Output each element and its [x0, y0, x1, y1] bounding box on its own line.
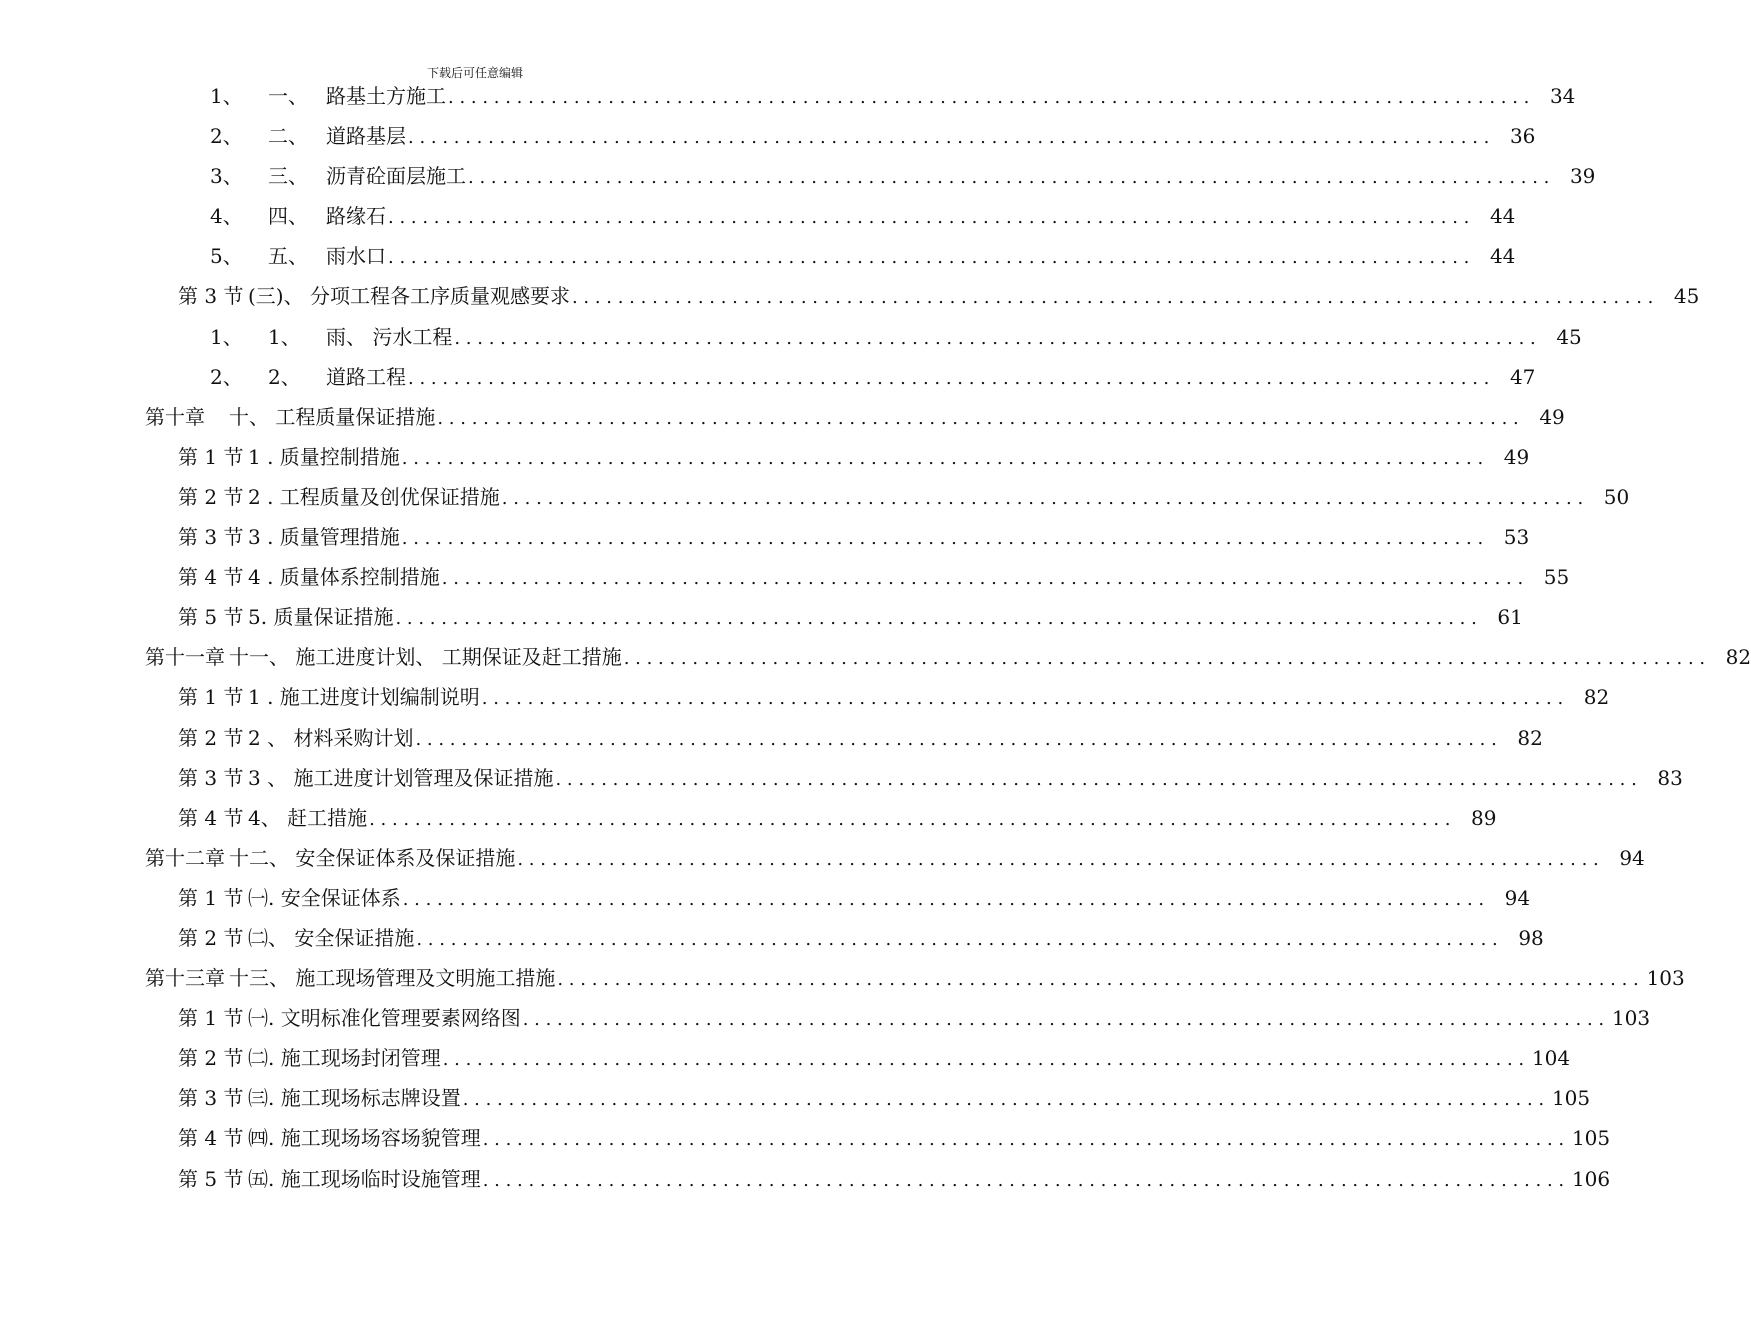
page-header: 下载后可任意编辑	[426, 66, 523, 80]
toc-entry-page-number: 94	[1504, 885, 1531, 910]
toc-entry-title: ㈣. 施工现场场容场貌管理	[248, 1126, 481, 1151]
table-of-contents	[0, 76, 1751, 1199]
toc-entry[interactable]	[0, 517, 1530, 557]
toc-dot-leader	[416, 920, 1497, 960]
toc-entry-line	[178, 276, 1699, 318]
toc-entry-line	[210, 156, 1595, 198]
toc-entry-page-number: 45	[1673, 284, 1700, 309]
toc-dot-leader	[448, 78, 1529, 118]
toc-entry-line	[210, 317, 1582, 359]
toc-dot-leader	[523, 1000, 1604, 1040]
toc-entry-page-number: 104	[1531, 1046, 1571, 1071]
toc-entry[interactable]	[0, 637, 1751, 677]
toc-entry-number: 第十章	[145, 404, 205, 429]
toc-entry-line	[145, 397, 1565, 439]
toc-entry[interactable]	[0, 557, 1570, 597]
toc-dot-leader	[443, 1040, 1524, 1080]
toc-entry-number: 第十三章	[145, 966, 225, 991]
toc-entry-number: 3、	[210, 164, 243, 189]
toc-entry-page-number: 49	[1539, 404, 1565, 429]
toc-entry-title: (三)、 分项工程各工序质量观感要求	[248, 284, 570, 309]
toc-entry-number: 第 4 节	[178, 565, 244, 590]
toc-entry-line	[210, 236, 1515, 278]
toc-entry-number: 第 3 节	[178, 765, 244, 790]
toc-dot-leader	[403, 880, 1484, 920]
toc-entry-title: 3 . 质量管理措施	[248, 525, 400, 550]
toc-dot-leader	[388, 198, 1469, 238]
toc-entry[interactable]	[0, 758, 1683, 798]
toc-entry[interactable]	[0, 397, 1565, 437]
toc-entry-line	[178, 758, 1683, 800]
toc-entry-number: 4、	[210, 204, 243, 229]
toc-dot-leader	[442, 559, 1523, 599]
toc-entry-page-number: 82	[1583, 685, 1610, 710]
toc-entry-page-number: 61	[1497, 605, 1523, 630]
toc-entry[interactable]	[0, 236, 1516, 276]
toc-dot-leader	[624, 639, 1705, 679]
toc-entry-line	[178, 437, 1529, 479]
toc-entry-page-number: 106	[1571, 1166, 1611, 1191]
toc-entry-page-number: 53	[1503, 525, 1530, 550]
toc-entry-line	[178, 918, 1544, 960]
toc-entry-title: ㈠. 文明标准化管理要素网络图	[248, 1006, 521, 1031]
toc-entry-number: 第 3 节	[178, 525, 244, 550]
toc-entry-title: 1 . 质量控制措施	[248, 444, 400, 469]
toc-entry[interactable]	[0, 1038, 1571, 1078]
toc-entry-number: 2、	[210, 364, 243, 389]
toc-dot-leader	[468, 158, 1549, 198]
toc-entry[interactable]	[0, 958, 1685, 998]
toc-entry-page-number: 44	[1489, 204, 1516, 229]
toc-entry-title: 十、 工程质量保证措施	[229, 404, 436, 429]
toc-entry-line	[210, 76, 1575, 118]
toc-dot-leader	[557, 960, 1638, 1000]
toc-entry-page-number: 44	[1489, 244, 1516, 269]
toc-entry-subnumber: 一、	[268, 84, 308, 108]
toc-entry-line	[178, 1118, 1610, 1160]
toc-entry-title: ㈤. 施工现场临时设施管理	[248, 1166, 481, 1191]
toc-entry-subnumber: 三、	[268, 164, 308, 189]
toc-entry-page-number: 105	[1551, 1086, 1591, 1111]
toc-entry-title: 雨、 污水工程	[326, 324, 453, 349]
toc-entry-title: 雨水口	[326, 244, 386, 269]
toc-entry-number: 第 3 节	[178, 284, 244, 309]
toc-entry-title: ㈡. 施工现场封闭管理	[248, 1046, 441, 1071]
toc-entry-number: 第 4 节	[178, 805, 244, 830]
toc-entry-title: 十三、 施工现场管理及文明施工措施	[229, 966, 556, 991]
toc-dot-leader	[454, 319, 1535, 359]
toc-dot-leader	[482, 679, 1563, 719]
toc-entry-subnumber: 四、	[268, 204, 308, 229]
toc-entry-number: 第十二章	[145, 845, 225, 870]
toc-dot-leader	[517, 840, 1598, 880]
toc-entry-title: 十一、 施工进度计划、 工期保证及赶工措施	[229, 645, 622, 670]
toc-entry[interactable]	[0, 116, 1536, 156]
toc-entry-line	[210, 116, 1535, 158]
toc-entry[interactable]	[0, 878, 1531, 918]
toc-entry-number: 第 2 节	[178, 725, 244, 750]
toc-entry-page-number: 83	[1657, 765, 1683, 790]
toc-entry-line	[178, 998, 1650, 1040]
toc-dot-leader	[437, 399, 1518, 439]
toc-entry-title: 3 、 施工进度计划管理及保证措施	[248, 765, 554, 790]
toc-entry-line	[178, 718, 1543, 760]
toc-entry[interactable]	[0, 798, 1497, 838]
toc-entry-subnumber: 二、	[268, 124, 308, 149]
toc-entry[interactable]	[0, 1159, 1611, 1199]
toc-entry-title: 道路基层	[326, 124, 406, 149]
toc-dot-leader	[483, 1161, 1564, 1201]
toc-entry-number: 第 5 节	[178, 1166, 244, 1191]
toc-entry[interactable]	[0, 918, 1544, 958]
toc-entry-subnumber: 五、	[268, 244, 308, 269]
toc-entry-line	[178, 677, 1609, 719]
toc-entry-title: ㈠. 安全保证体系	[248, 885, 401, 910]
toc-dot-leader	[572, 278, 1653, 318]
toc-dot-leader	[395, 599, 1476, 639]
toc-entry-line	[178, 1078, 1590, 1120]
toc-entry-page-number: 36	[1509, 124, 1536, 149]
toc-entry-number: 第 2 节	[178, 925, 244, 950]
toc-entry-title: 十二、 安全保证体系及保证措施	[229, 845, 516, 870]
toc-entry-page-number: 82	[1725, 645, 1751, 670]
toc-entry-page-number: 49	[1503, 444, 1530, 469]
toc-entry[interactable]	[0, 437, 1530, 477]
toc-entry-page-number: 82	[1517, 725, 1543, 750]
toc-entry-number: 5、	[210, 244, 243, 269]
toc-entry[interactable]	[0, 276, 1700, 316]
toc-entry-line	[178, 878, 1530, 920]
toc-entry-page-number: 34	[1549, 84, 1576, 108]
toc-dot-leader	[555, 760, 1636, 800]
toc-entry-line	[145, 838, 1645, 880]
toc-entry[interactable]	[0, 1118, 1611, 1158]
toc-entry[interactable]	[0, 156, 1596, 196]
toc-dot-leader	[483, 1120, 1564, 1160]
toc-entry-number: 第 2 节	[178, 1046, 244, 1071]
toc-dot-leader	[463, 1080, 1544, 1120]
toc-entry-title: 路基土方施工	[326, 84, 446, 108]
toc-entry-title: 2 、 材料采购计划	[248, 725, 414, 750]
toc-entry-title: 4 . 质量体系控制措施	[248, 565, 440, 590]
toc-dot-leader	[415, 720, 1496, 760]
toc-dot-leader	[408, 359, 1489, 399]
toc-entry-page-number: 47	[1509, 364, 1536, 389]
toc-entry-page-number: 103	[1646, 966, 1685, 991]
toc-dot-leader	[502, 479, 1583, 519]
toc-entry-title: 道路工程	[326, 364, 406, 389]
toc-entry[interactable]	[0, 838, 1645, 878]
toc-dot-leader	[369, 800, 1450, 840]
toc-entry-page-number: 103	[1611, 1006, 1651, 1031]
toc-entry-line	[178, 1159, 1610, 1201]
toc-entry-title: 1 . 施工进度计划编制说明	[248, 685, 480, 710]
toc-entry-number: 第十一章	[145, 645, 225, 670]
toc-entry-number: 第 1 节	[178, 685, 244, 710]
toc-entry-page-number: 94	[1619, 845, 1645, 870]
toc-entry-page-number: 105	[1571, 1126, 1611, 1151]
toc-entry-number: 第 2 节	[178, 484, 244, 509]
toc-entry-page-number: 50	[1603, 484, 1630, 509]
toc-entry[interactable]	[0, 597, 1523, 637]
toc-entry[interactable]	[0, 357, 1536, 397]
toc-entry-number: 第 4 节	[178, 1126, 244, 1151]
toc-entry-number: 2、	[210, 124, 243, 149]
toc-dot-leader	[402, 439, 1483, 479]
toc-entry-page-number: 98	[1518, 925, 1544, 950]
toc-entry-number: 第 5 节	[178, 605, 244, 630]
toc-entry-line	[178, 517, 1529, 559]
toc-entry-page-number: 55	[1543, 565, 1570, 590]
toc-entry-line	[178, 477, 1629, 519]
toc-entry-subnumber: 2、	[268, 364, 301, 389]
toc-entry-line	[178, 1038, 1570, 1080]
toc-entry[interactable]	[0, 1078, 1591, 1118]
toc-entry-title: 路缘石	[326, 204, 386, 229]
toc-entry[interactable]	[0, 317, 1582, 357]
toc-dot-leader	[388, 238, 1469, 278]
toc-entry-line	[210, 196, 1515, 238]
toc-entry-number: 第 3 节	[178, 1086, 244, 1111]
toc-dot-leader	[408, 118, 1489, 158]
toc-entry[interactable]	[0, 998, 1651, 1038]
toc-entry-title: 2 . 工程质量及创优保证措施	[248, 484, 500, 509]
toc-entry-number: 第 1 节	[178, 444, 244, 469]
toc-entry[interactable]	[0, 677, 1610, 717]
toc-entry-subnumber: 1、	[268, 324, 301, 349]
toc-dot-leader	[402, 519, 1483, 559]
toc-entry-page-number: 45	[1556, 324, 1582, 349]
toc-entry[interactable]	[0, 196, 1516, 236]
toc-entry-title: ㈢. 施工现场标志牌设置	[248, 1086, 461, 1111]
toc-entry-number: 1、	[210, 324, 243, 349]
toc-entry-title: 5. 质量保证措施	[248, 605, 394, 630]
toc-entry-line	[178, 798, 1497, 840]
toc-entry-line	[145, 958, 1685, 1000]
toc-entry-number: 第 1 节	[178, 885, 244, 910]
toc-entry-number: 1、	[210, 84, 243, 108]
toc-entry-line	[178, 557, 1569, 599]
toc-entry-title: 沥青砼面层施工	[326, 164, 466, 189]
toc-entry-line	[210, 357, 1535, 399]
toc-entry[interactable]	[0, 718, 1543, 758]
toc-entry-line	[145, 637, 1751, 679]
toc-entry-title: ㈡、 安全保证措施	[248, 925, 415, 950]
toc-entry-title: 4、 赶工措施	[248, 805, 368, 830]
toc-entry-page-number: 39	[1569, 164, 1596, 189]
toc-entry-line	[178, 597, 1523, 639]
toc-entry-page-number: 89	[1471, 805, 1497, 830]
toc-entry-number: 第 1 节	[178, 1006, 244, 1031]
toc-entry[interactable]	[0, 477, 1630, 517]
toc-entry[interactable]	[0, 76, 1576, 116]
